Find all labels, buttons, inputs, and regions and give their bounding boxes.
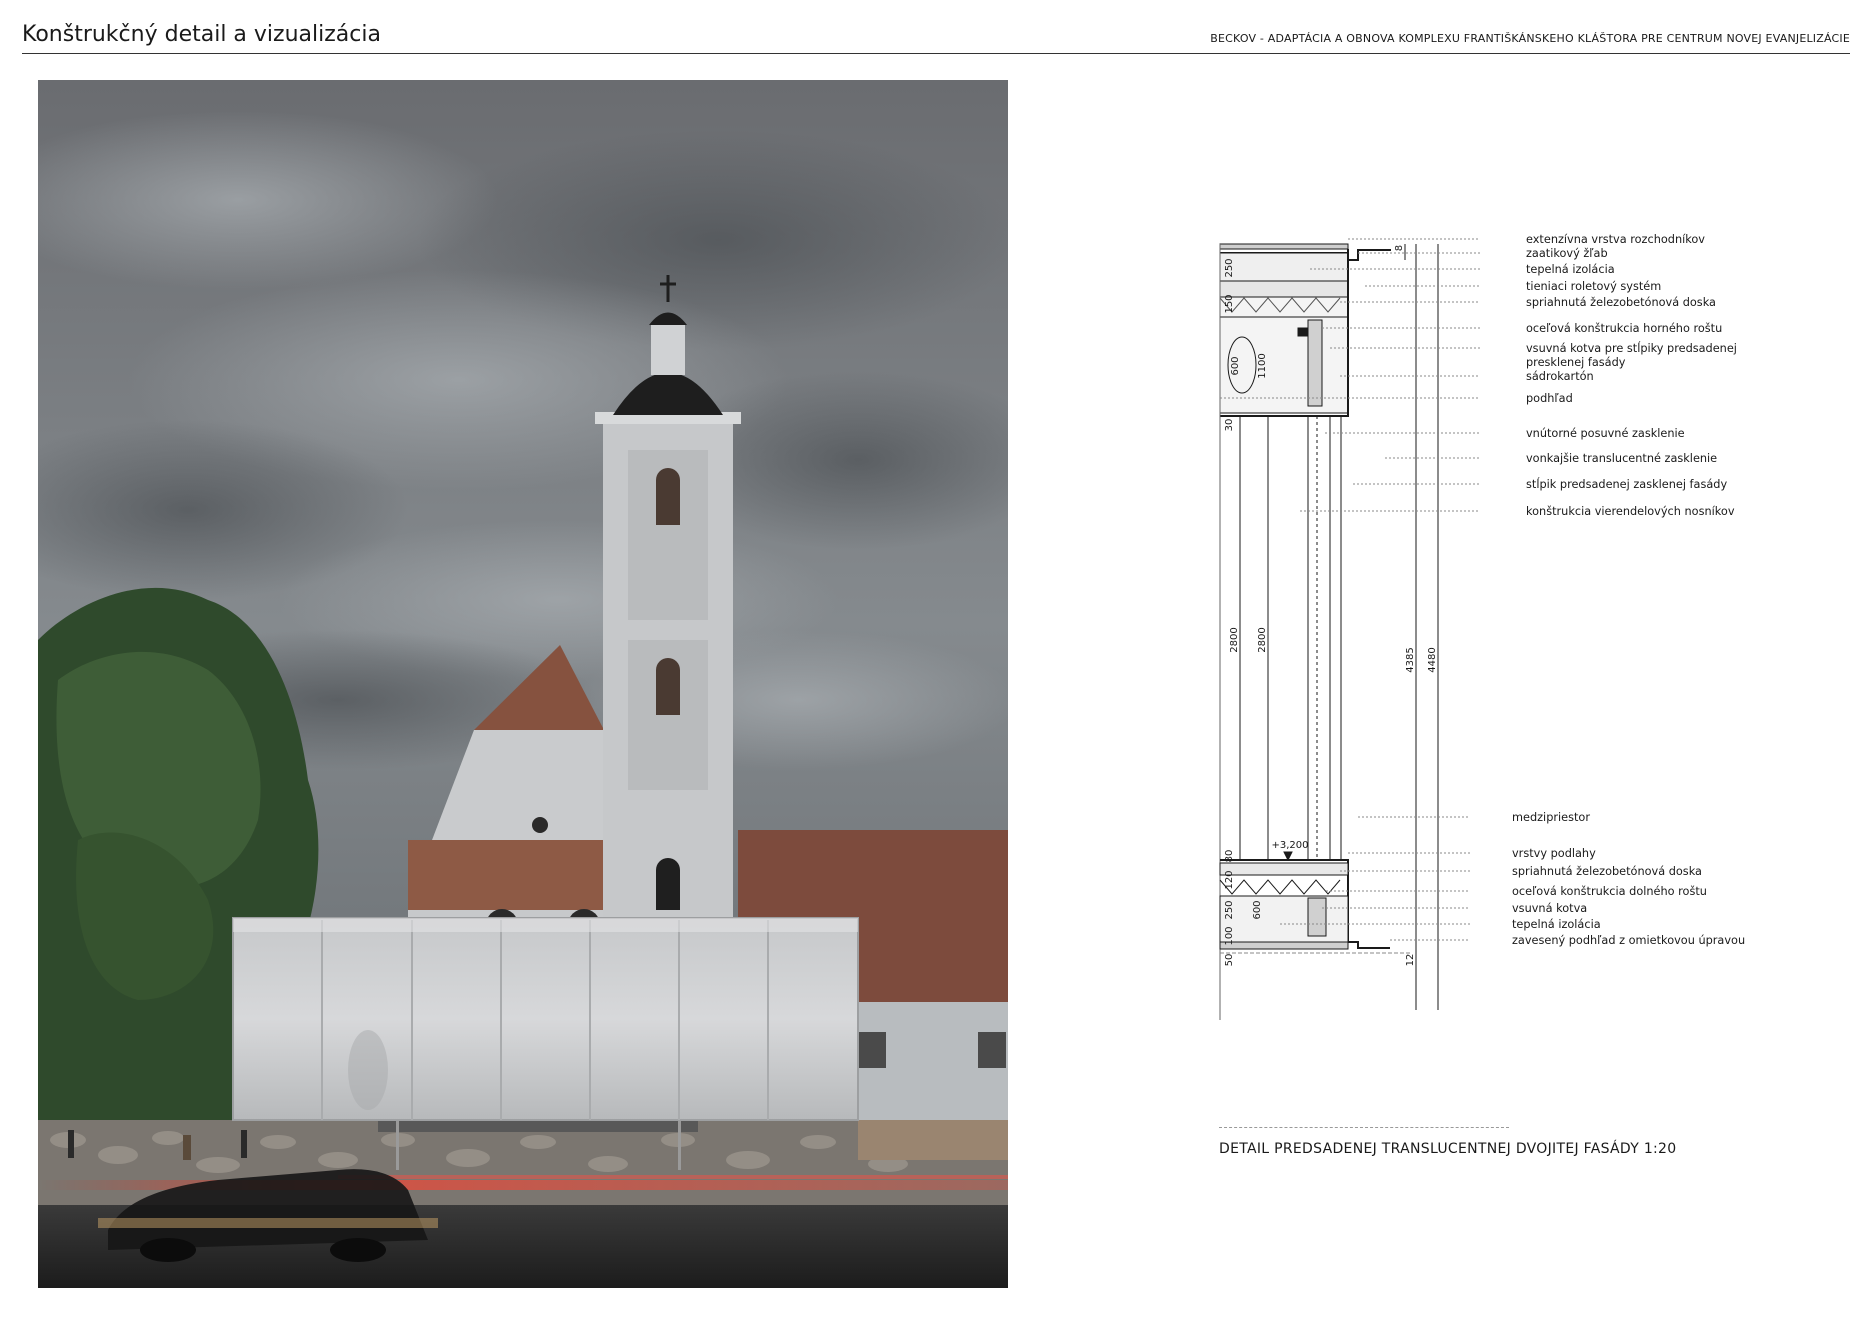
dim-label: 120 — [1224, 870, 1235, 890]
callout-label: vrstvy podlahy — [1512, 847, 1596, 860]
dim-label: 8 — [1394, 244, 1405, 252]
callout-label: extenzívna vrstva rozchodníkov — [1526, 233, 1705, 246]
dim-label: 12 — [1405, 953, 1416, 967]
callout-label: sádrokartón — [1526, 370, 1594, 383]
callout-label: tepelná izolácia — [1526, 263, 1615, 276]
detail-caption: DETAIL PREDSADENEJ TRANSLUCENTNEJ DVOJITEJ FASÁDY 1:20 — [1219, 1141, 1677, 1157]
callout-label: vsuvná kotva pre stĺpiky predsadenej — [1526, 342, 1737, 355]
callout-label: vsuvná kotva — [1512, 902, 1588, 915]
dim-label: 150 — [1224, 294, 1235, 314]
callout-label: stĺpik predsadenej zasklenej fasády — [1526, 478, 1728, 491]
header-rule — [22, 53, 1850, 54]
dim-label: 250 — [1224, 258, 1235, 278]
header-title: Konštrukčný detail a vizualizácia — [22, 22, 381, 47]
facade-detail-drawing — [1180, 220, 1830, 1140]
callout-label: spriahnutá železobetónová doska — [1526, 296, 1716, 309]
header-project: BECKOV - ADAPTÁCIA A OBNOVA KOMPLEXU FRANTIŠKÁNSKEHO KLÁŠTORA PRE CENTRUM NOVEJ EVANJELIZÁCIE — [1210, 32, 1850, 45]
dim-label: 600 — [1230, 356, 1241, 376]
callout-label: vnútorné posuvné zasklenie — [1526, 427, 1685, 440]
callout-label: zavesený podhľad z omietkovou úpravou — [1512, 934, 1746, 947]
dim-label: 100 — [1224, 926, 1235, 946]
dim-label: 4480 — [1427, 647, 1438, 673]
dim-label: 4385 — [1405, 647, 1416, 673]
dim-label: 600 — [1252, 900, 1263, 920]
callout-label: vonkajšie translucentné zasklenie — [1526, 452, 1718, 465]
callout-label: zaatikový žľab — [1526, 247, 1608, 260]
dim-label: 1100 — [1257, 353, 1268, 379]
callout-label: presklenej fasády — [1526, 356, 1626, 369]
callout-label: podhľad — [1526, 392, 1573, 405]
visualization-image — [38, 80, 1008, 1288]
callout-label: spriahnutá železobetónová doska — [1512, 865, 1702, 878]
level-mark: +3,200 — [1271, 840, 1309, 851]
dim-label: 30 — [1224, 418, 1235, 432]
caption-rule — [1219, 1127, 1509, 1128]
dim-label: 50 — [1224, 953, 1235, 967]
callout-label: tieniaci roletový systém — [1526, 280, 1662, 293]
dim-label: 2800 — [1229, 627, 1240, 653]
dim-label: 2800 — [1257, 627, 1268, 653]
callout-label: tepelná izolácia — [1512, 918, 1601, 931]
callout-label: oceľová konštrukcia horného roštu — [1526, 322, 1723, 335]
callout-label: konštrukcia vierendelových nosníkov — [1526, 505, 1735, 518]
dim-label: 80 — [1224, 849, 1235, 863]
callout-label: oceľová konštrukcia dolného roštu — [1512, 885, 1707, 898]
dim-label: 250 — [1224, 900, 1235, 920]
callout-label: medzipriestor — [1512, 811, 1590, 824]
